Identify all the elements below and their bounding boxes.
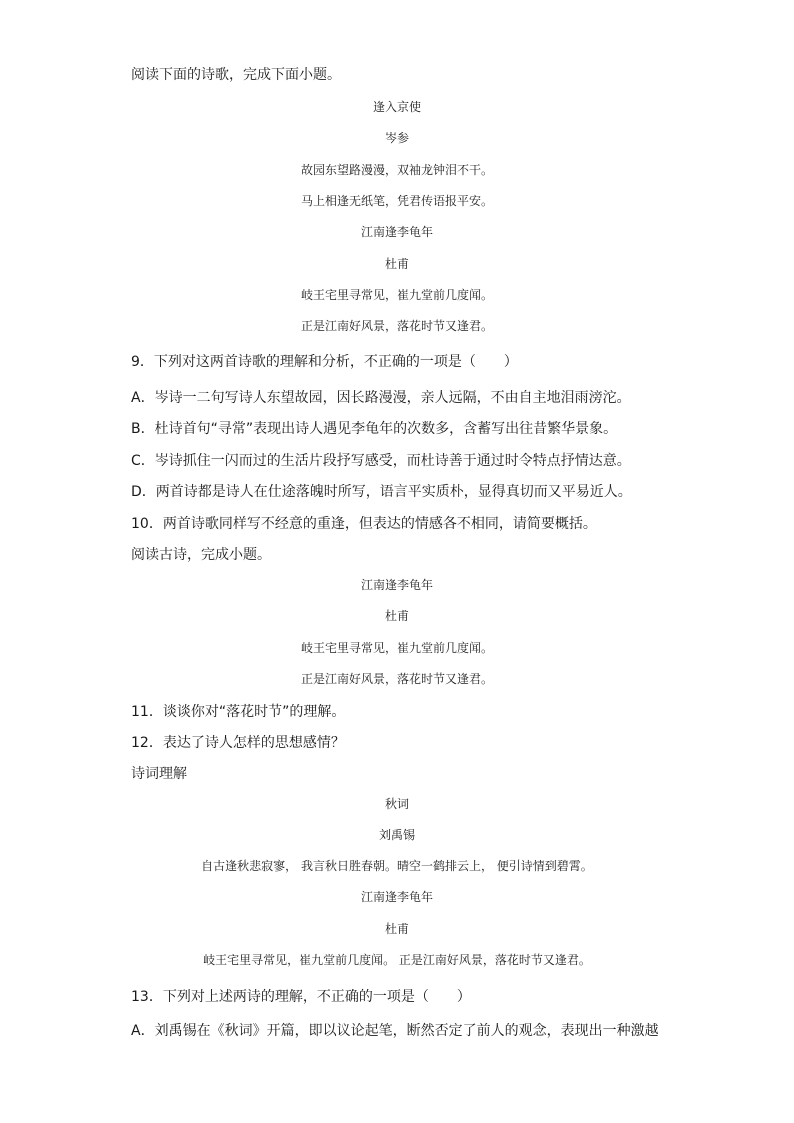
question-9-option-a: A．岑诗一二句写诗人东望故园，因长路漫漫，亲人远隔，不由自主地泪雨滂沱。 — [131, 390, 631, 406]
section2-poem-author: 杜甫 — [384, 609, 409, 623]
section2-intro: 阅读古诗，完成小题。 — [131, 547, 271, 563]
question-9-option-b: B．杜诗首句“寻常”表现出诗人遇见李龟年的次数多，含蓄写出往昔繁华景象。 — [131, 421, 618, 437]
poem2-title: 江南逢李龟年 — [360, 225, 433, 239]
question-9: 9．下列对这两首诗歌的理解和分析，不正确的一项是（ ） — [131, 354, 518, 370]
question-12: 12．表达了诗人怎样的思想感情？ — [131, 735, 345, 751]
poem1-line1: 故园东望路漫漫，双袖龙钟泪不干。 — [300, 163, 493, 177]
section1-intro: 阅读下面的诗歌，完成下面小题。 — [131, 67, 341, 83]
section3-poem1-author: 刘禹锡 — [378, 828, 415, 842]
poem2-line2: 正是江南好风景，落花时节又逢君。 — [300, 319, 493, 333]
section3-poem2-author: 杜甫 — [384, 922, 409, 936]
question-13-option-a: A．刘禹锡在《秋词》开篇，即以议论起笔，断然否定了前人的观念，表现出一种激越 — [131, 1023, 659, 1039]
question-10: 10．两首诗歌同样写不经意的重逢，但表达的情感各不相同，请简要概括。 — [131, 516, 597, 532]
section3-poem1-title: 秋词 — [384, 797, 409, 811]
poem1-author: 岑参 — [384, 131, 409, 145]
poem2-author: 杜甫 — [384, 257, 409, 271]
section3-poem1-text: 自古逢秋悲寂寥， 我言秋日胜春朝。晴空一鹤排云上， 便引诗情到碧霄。 — [201, 859, 593, 873]
question-9-option-c: C．岑诗抓住一闪而过的生活片段抒写感受，而杜诗善于通过时令特点抒情达意。 — [131, 453, 631, 469]
poem1-title: 逢入京使 — [372, 100, 421, 114]
question-13: 13．下列对上述两诗的理解，不正确的一项是（ ） — [131, 989, 471, 1005]
section3-poem2-text: 岐王宅里寻常见，崔九堂前几度闻。 正是江南好风景，落花时节又逢君。 — [203, 953, 591, 967]
poem2-line1: 岐王宅里寻常见，崔九堂前几度闻。 — [300, 288, 493, 302]
question-11: 11．谈谈你对“落花时节”的理解。 — [131, 704, 346, 720]
section2-poem-line1: 岐王宅里寻常见，崔九堂前几度闻。 — [300, 641, 493, 655]
section3-intro: 诗词理解 — [131, 766, 187, 782]
question-9-option-d: D．两首诗都是诗人在仕途落魄时所写，语言平实质朴，显得真切而又平易近人。 — [131, 484, 632, 500]
poem1-line2: 马上相逢无纸笔，凭君传语报平安。 — [300, 194, 493, 208]
section2-poem-line2: 正是江南好风景，落花时节又逢君。 — [300, 672, 493, 686]
section2-poem-title: 江南逢李龟年 — [360, 578, 433, 592]
section3-poem2-title: 江南逢李龟年 — [360, 890, 433, 904]
